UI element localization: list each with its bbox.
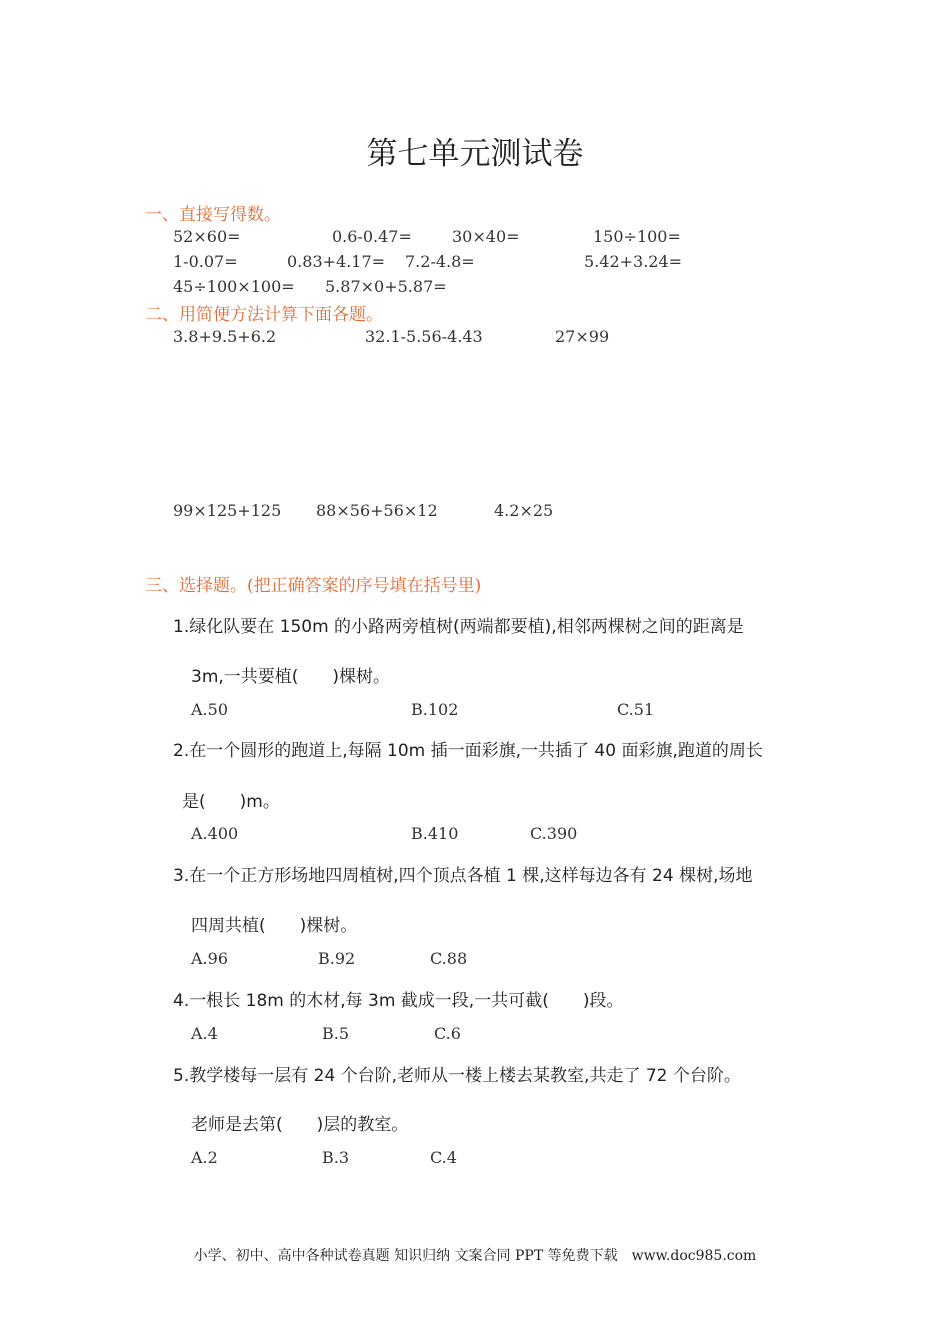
question-3-option-b: B.92 xyxy=(318,949,356,968)
question-5-option-b: B.3 xyxy=(322,1148,350,1167)
simplify-item: 32.1-5.56-4.43 xyxy=(365,327,483,346)
question-1-option-c: C.51 xyxy=(617,700,655,719)
question-3-option-c: C.88 xyxy=(430,949,468,968)
calc-item: 45÷100×100= xyxy=(173,277,295,296)
simplify-item: 4.2×25 xyxy=(494,501,554,520)
calc-item: 5.42+3.24= xyxy=(584,252,683,271)
question-5-option-c: C.4 xyxy=(430,1148,457,1167)
question-5-line-2: 老师是去第( )层的教室。 xyxy=(191,1115,409,1135)
question-2-line-2: 是( )m。 xyxy=(182,792,280,812)
question-4-option-c: C.6 xyxy=(434,1024,461,1043)
question-2-option-b: B.410 xyxy=(411,824,459,843)
question-2-option-a: A.400 xyxy=(191,824,239,843)
calc-item: 1-0.07= xyxy=(173,252,238,271)
question-1-line-2: 3m,一共要植( )棵树。 xyxy=(191,667,391,687)
question-4-line-1: 4.一根长 18m 的木材,每 3m 截成一段,一共可截( )段。 xyxy=(173,991,624,1011)
calc-item: 5.87×0+5.87= xyxy=(325,277,447,296)
simplify-item: 27×99 xyxy=(555,327,610,346)
calc-item: 0.83+4.17= xyxy=(287,252,386,271)
question-1-line-1: 1.绿化队要在 150m 的小路两旁植树(两端都要植),相邻两棵树之间的距离是 xyxy=(173,617,744,637)
question-5-line-1: 5.教学楼每一层有 24 个台阶,老师从一楼上楼去某教室,共走了 72 个台阶。 xyxy=(173,1066,741,1086)
page-title: 第七单元测试卷 xyxy=(366,136,584,172)
section-3-heading: 三、选择题。(把正确答案的序号填在括号里) xyxy=(145,576,482,596)
question-3-line-1: 3.在一个正方形场地四周植树,四个顶点各植 1 棵,这样每边各有 24 棵树,场地 xyxy=(173,866,753,886)
simplify-item: 3.8+9.5+6.2 xyxy=(173,327,277,346)
question-4-option-a: A.4 xyxy=(191,1024,218,1043)
calc-item: 30×40= xyxy=(452,227,520,246)
section-2-heading: 二、用简便方法计算下面各题。 xyxy=(145,305,383,325)
calc-item: 7.2-4.8= xyxy=(405,252,475,271)
question-1-option-b: B.102 xyxy=(411,700,459,719)
question-5-option-a: A.2 xyxy=(191,1148,218,1167)
question-2-option-c: C.390 xyxy=(530,824,578,843)
question-4-option-b: B.5 xyxy=(322,1024,350,1043)
simplify-item: 99×125+125 xyxy=(173,501,282,520)
calc-item: 150÷100= xyxy=(593,227,681,246)
question-3-option-a: A.96 xyxy=(191,949,228,968)
calc-item: 0.6-0.47= xyxy=(332,227,412,246)
page-footer: 小学、初中、高中各种试卷真题 知识归纳 文案合同 PPT 等免费下载 www.doc985.com xyxy=(193,1248,757,1264)
simplify-item: 88×56+56×12 xyxy=(316,501,438,520)
calc-item: 52×60= xyxy=(173,227,241,246)
section-1-heading: 一、直接写得数。 xyxy=(145,205,281,225)
question-2-line-1: 2.在一个圆形的跑道上,每隔 10m 插一面彩旗,一共插了 40 面彩旗,跑道的周长 xyxy=(173,741,763,761)
question-1-option-a: A.50 xyxy=(191,700,228,719)
question-3-line-2: 四周共植( )棵树。 xyxy=(191,916,358,936)
